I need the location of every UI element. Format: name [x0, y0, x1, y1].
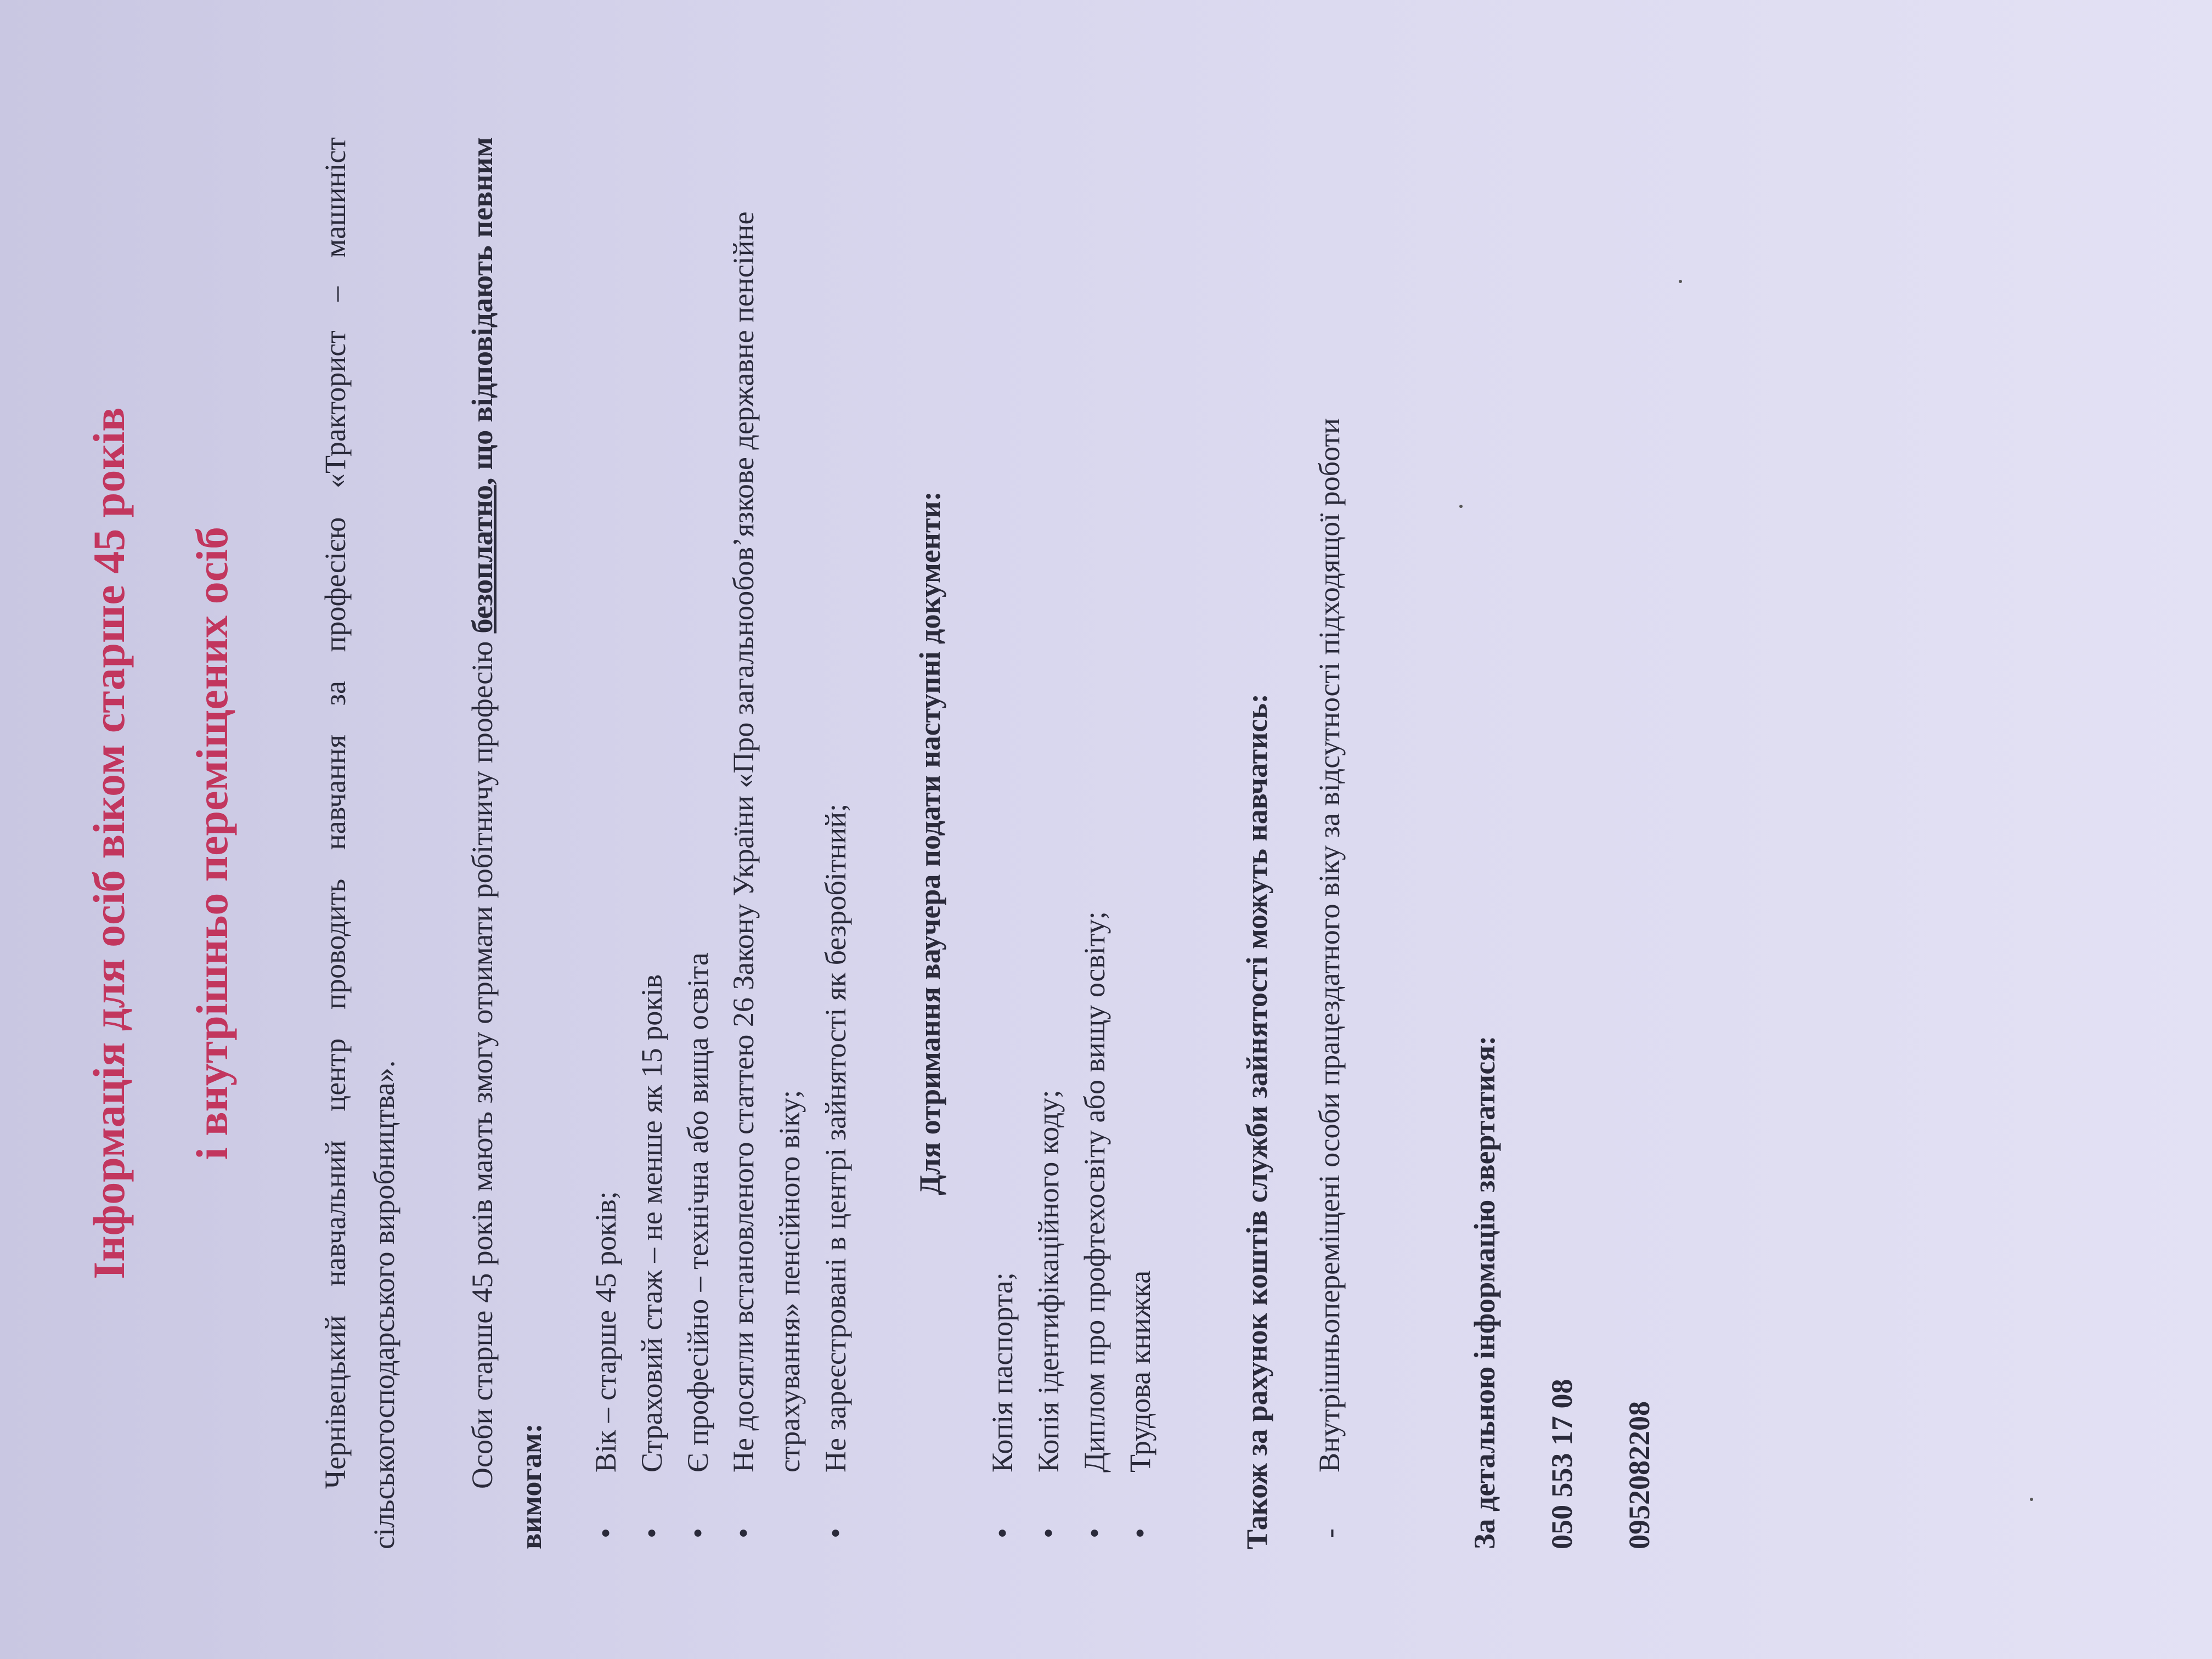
eligibility-paragraph: [458, 137, 556, 1549]
requirement-text: Не зареєстровані в центрі зайнятості як безробітний;: [819, 803, 852, 1472]
dash-icon: -: [1313, 1528, 1346, 1538]
paper-speck: [1459, 505, 1463, 508]
bullet-icon: •: [819, 1528, 852, 1538]
document-text: Копія ідентифікаційного коду;: [1031, 1090, 1065, 1472]
requirements-list: [583, 137, 859, 1549]
bullet-icon: •: [727, 1528, 760, 1538]
documents-list: [980, 137, 1164, 1549]
also-text: Внутрішньопереміщені особи працездатного віку за відсутності підходящої роботи: [1313, 418, 1346, 1472]
bullet-icon: •: [1124, 1528, 1157, 1538]
contact-heading: За детальною інформацію звертатися:: [1468, 1035, 1501, 1549]
eligibility-free: безоплатно: [465, 485, 499, 634]
list-item: [721, 137, 812, 1549]
list-item: [1118, 137, 1164, 1549]
bullet-icon: •: [589, 1528, 623, 1538]
requirement-text: Є професійно – технічна або вища освіта: [681, 952, 714, 1472]
bullet-icon: •: [986, 1528, 1019, 1538]
bullet-icon: •: [635, 1528, 668, 1538]
bullet-icon: •: [681, 1528, 714, 1538]
eligibility-tail: , що відповідають певним вимогам:: [465, 137, 548, 1549]
title-line-2: і внутрішньо переміщених осіб: [187, 527, 238, 1160]
list-item: [629, 137, 675, 1549]
intro-paragraph: Чернівецький навчальний центр проводить навчання за професією «Тракторист – машиніст сільськогосподарського виробництва».: [318, 137, 400, 1549]
list-item: [1026, 137, 1072, 1549]
document-text: Копія паспорта;: [986, 1272, 1019, 1472]
requirement-text: Страховий стаж – не менше як 15 років: [635, 974, 668, 1472]
bullet-icon: •: [1077, 1528, 1111, 1538]
requirement-text: Не досягли встановленого статтею 26 Закону України «Про загальнообов’язкове державне пенсійне страхування» пенсійного віку;: [727, 211, 806, 1472]
document-text: Диплом про профтехосвіту або вищу освіту;: [1077, 911, 1111, 1472]
documents-heading: Для отримання ваучера подати наступні документи:: [913, 491, 947, 1195]
paper-speck: [2030, 1498, 2033, 1501]
title-line-1: Інформація для осіб віком старше 45 років: [84, 407, 134, 1279]
phone-number-2: 0952082208: [1622, 1401, 1656, 1549]
requirement-text: Вік – старше 45 років;: [589, 1191, 623, 1472]
paper-speck: [1679, 280, 1682, 283]
also-heading: Також за рахунок коштів служби зайнятості можуть навчатись:: [1240, 693, 1274, 1549]
eligibility-lead: Особи старше 45 років мають змогу отримати робітничу професію: [465, 633, 499, 1489]
bullet-icon: •: [1031, 1528, 1065, 1538]
list-item: [813, 137, 859, 1549]
list-item: [1072, 137, 1118, 1549]
list-item: [980, 137, 1026, 1549]
list-item: [583, 137, 629, 1549]
phone-number-1: 050 553 17 08: [1545, 1379, 1578, 1549]
document-text: Трудова книжка: [1124, 1270, 1157, 1472]
list-item: [1307, 137, 1353, 1549]
list-item: [675, 137, 721, 1549]
